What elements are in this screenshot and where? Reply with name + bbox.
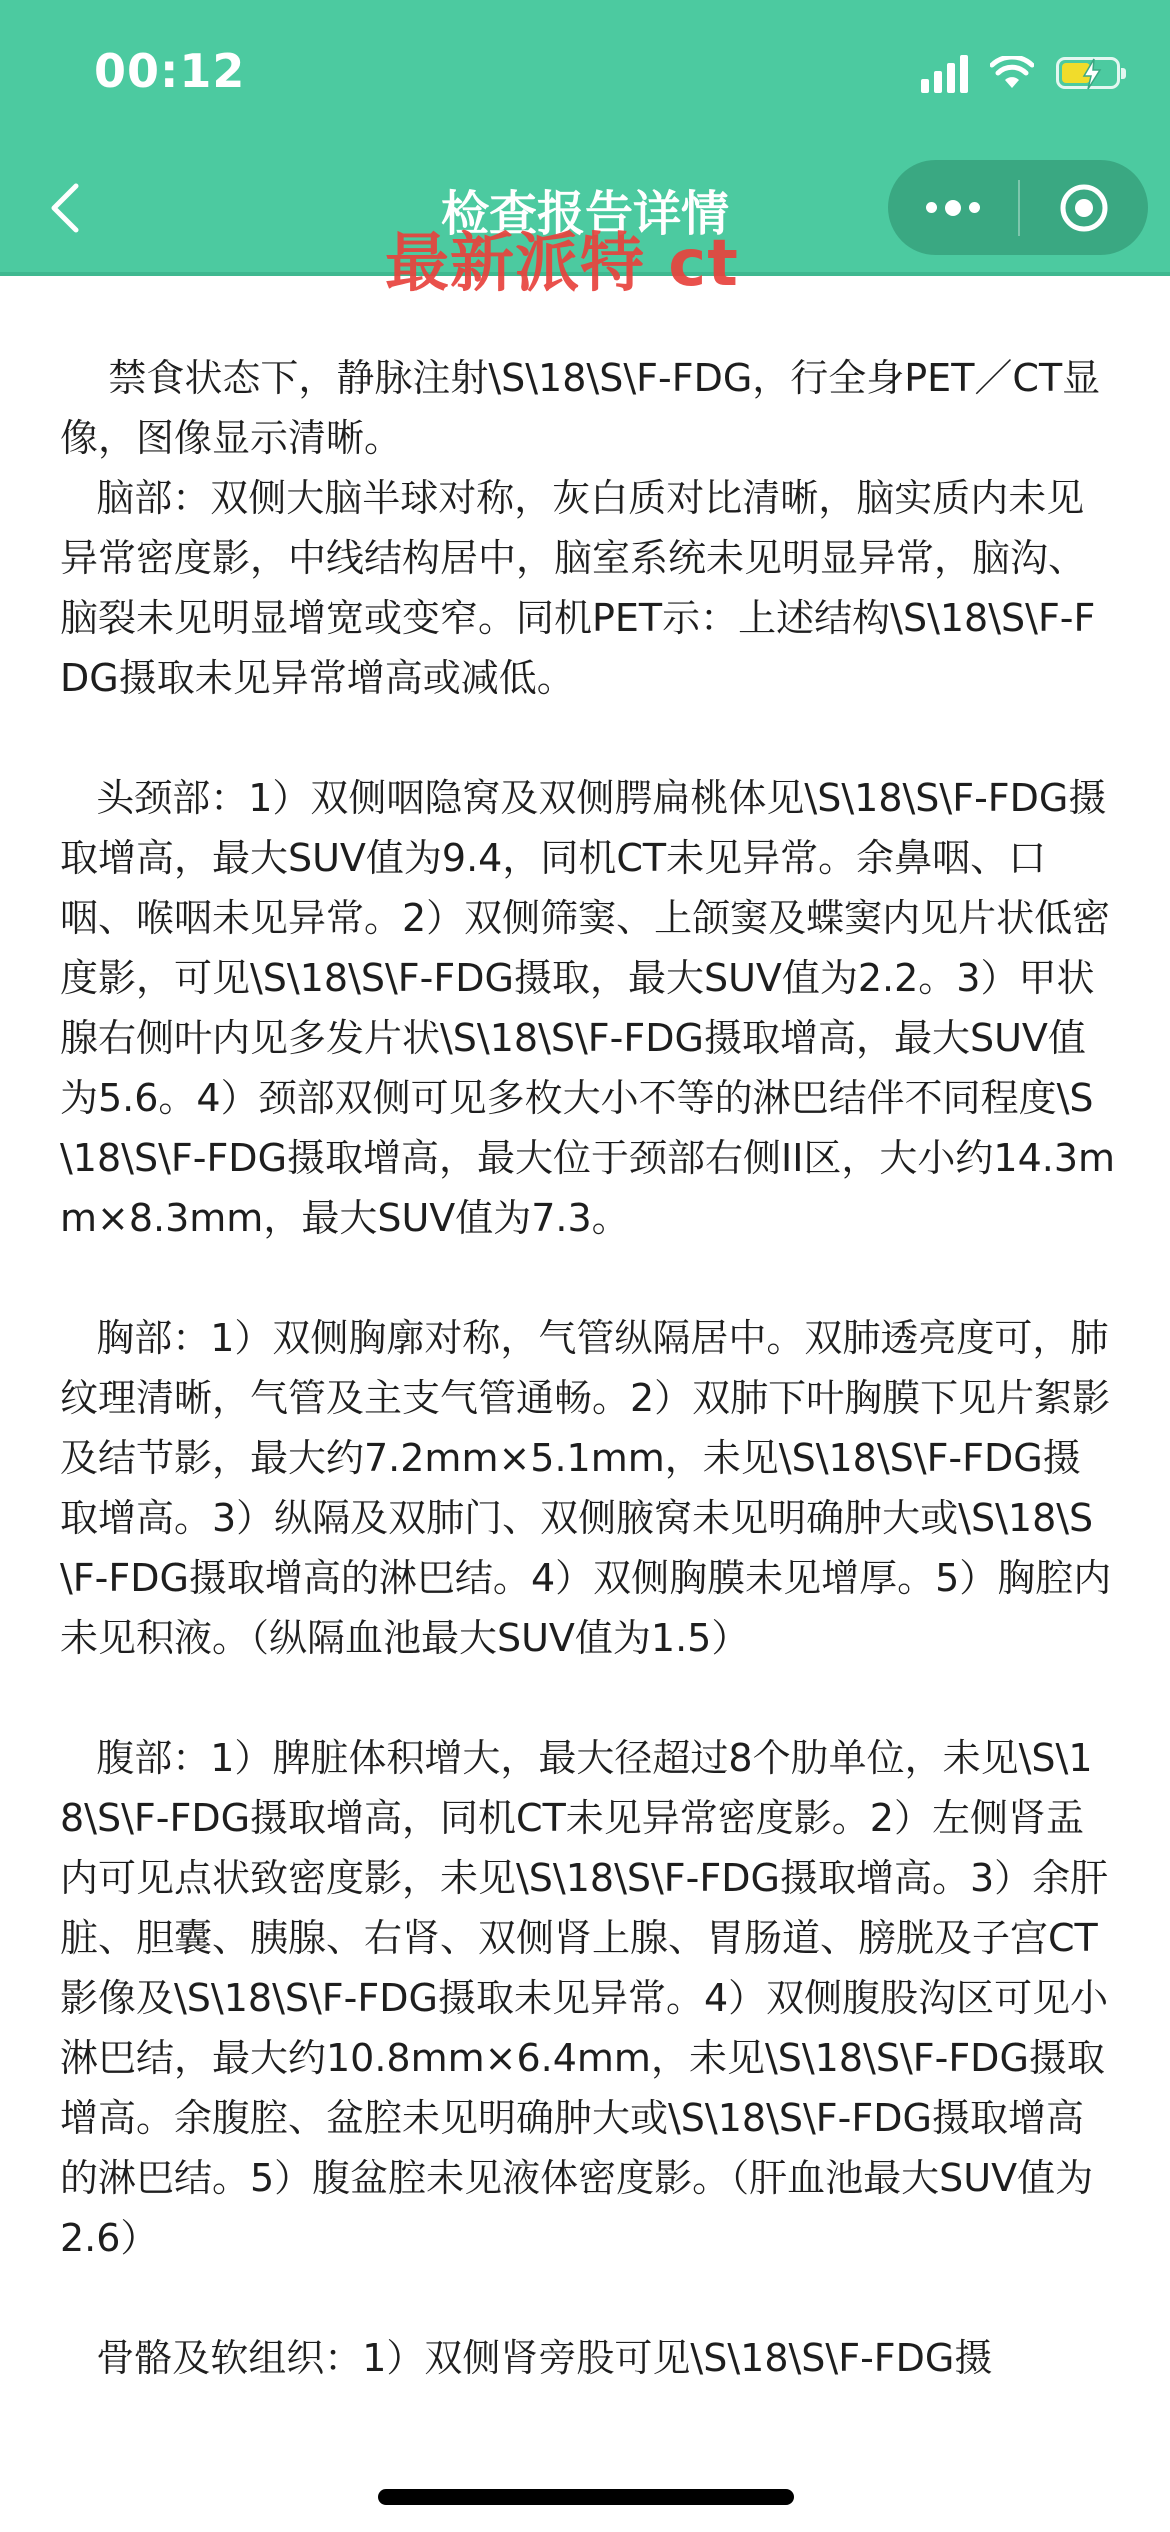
report-head-neck: 头颈部：1）双侧咽隐窝及双侧腭扁桃体见\S\18\S\F-FDG摄取增高，最大SUV值为9.4，同机CT未见异常。余鼻咽、口咽、喉咽未见异常。2）双侧筛窦、上颌窦及蝶窦内见片状低密度影，可见\S\18\S\F-FDG摄取，最大SUV值为2.2。3）甲状腺右侧叶内见多发片状\S\18\S\F-FDG摄取增高，最大SUV值为5.6。4）颈部双侧可见多枚大小不等的淋巴结伴不同程度\S\18\S\F-FDG摄取增高，最大位于颈部右侧II区，大小约14.3mm×8.3mm，最大SUV值为7.3。 — [60, 776, 1116, 1240]
status-time: 00:12 — [94, 44, 246, 98]
status-icons — [921, 48, 1120, 98]
watermark-text: 最新派特 ct — [385, 227, 739, 301]
report-content — [60, 348, 1116, 2388]
wifi-icon — [990, 56, 1034, 90]
signal-icon — [921, 53, 968, 93]
report-brain: 脑部：双侧大脑半球对称，灰白质对比清晰，脑实质内未见异常密度影，中线结构居中，脑室系统未见明显异常，脑沟、脑裂未见明显增宽或变窄。同机PET示：上述结构\S\18\S\F-FDG摄取未见异常增高或减低。 — [60, 476, 1096, 700]
report-bone: 骨骼及软组织：1）双侧肾旁股可见\S\18\S\F-FDG摄 — [60, 2336, 993, 2380]
more-dots-icon[interactable] — [888, 160, 1018, 255]
page-title: 检查报告详情 — [440, 186, 729, 242]
report-chest: 胸部：1）双侧胸廓对称，气管纵隔居中。双肺透亮度可，肺纹理清晰，气管及主支气管通畅。2）双肺下叶胸膜下见片絮影及结节影，最大约7.2mm×5.1mm，未见\S\18\S\F-FDG摄取增高。3）纵隔及双肺门、双侧腋窝未见明确肿大或\S\18\S\F-FDG摄取增高的淋巴结。4）双侧胸膜未见增厚。5）胸腔内未见积液。（纵隔血池最大SUV值为1.5） — [60, 1316, 1112, 1660]
close-target-icon[interactable] — [1020, 160, 1148, 255]
report-intro: 禁食状态下，静脉注射\S\18\S\F-FDG，行全身PET／CT显像，图像显示清晰。 — [60, 356, 1101, 460]
mini-program-capsule — [888, 160, 1148, 255]
home-indicator[interactable] — [378, 2489, 794, 2505]
battery-icon — [1056, 57, 1120, 89]
report-abdomen: 腹部：1）脾脏体积增大，最大径超过8个肋单位，未见\S\18\S\F-FDG摄取增高，同机CT未见异常密度影。2）左侧肾盂内可见点状致密度影，未见\S\18\S\F-FDG摄取增高。3）余肝脏、胆囊、胰腺、右肾、双侧肾上腺、胃肠道、膀胱及子宫CT影像及\S\18\S\F-FDG摄取未见异常。4）双侧腹股沟区可见小淋巴结，最大约10.8mm×6.4mm，未见\S\18\S\F-FDG摄取增高。余腹腔、盆腔未见明确肿大或\S\18\S\F-FDG摄取增高的淋巴结。5）腹盆腔未见液体密度影。（肝血池最大SUV值为2.6） — [60, 1736, 1109, 2260]
